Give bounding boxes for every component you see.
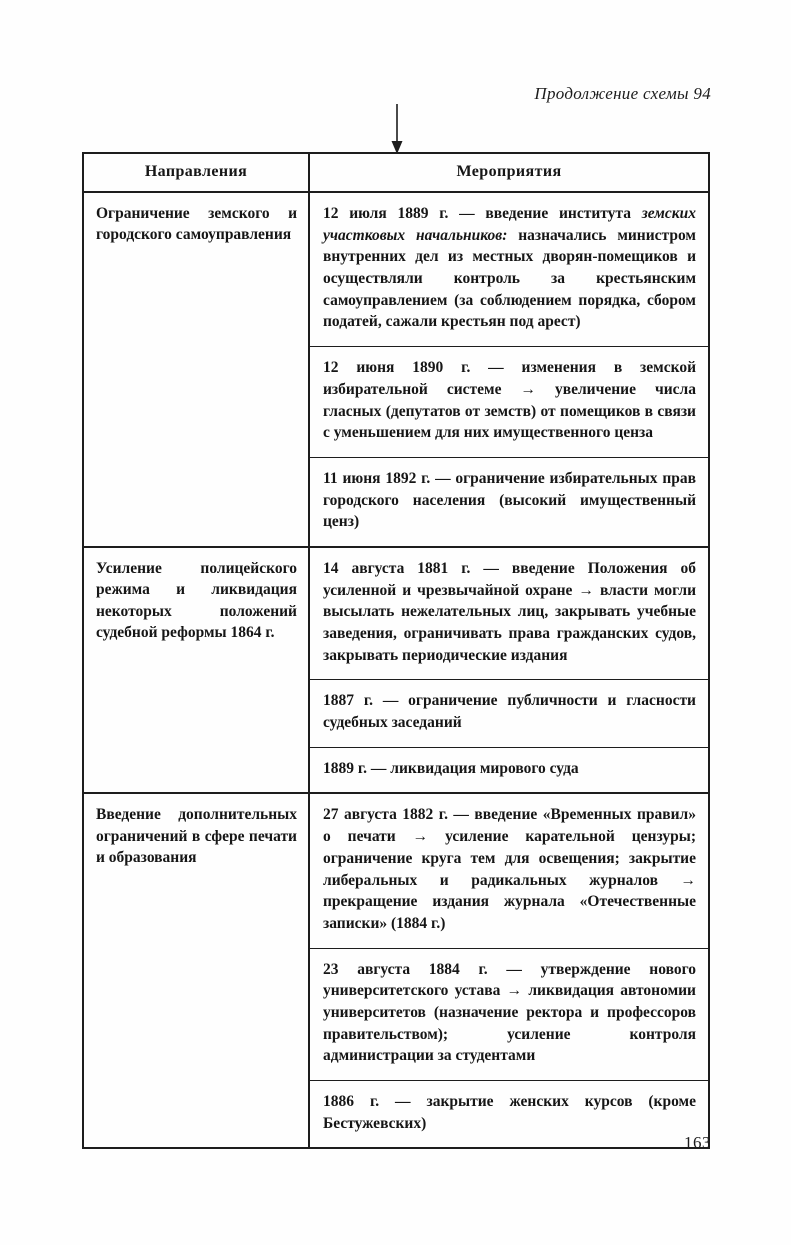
schema-table [82,152,710,1149]
table-group-row [84,548,708,795]
measure-cell: 1886 г. — закрытие женских курсов (кроме Бестужевских) [323,1093,696,1132]
table-body [84,193,708,1147]
measure-cell: 14 августа 1881 г. — введение Положения об усиленной и чрезвычайной охране → власти могли высылать нежелательных лиц, закрывать учебные заведения, ограничивать права гражданских судов, закрывать периодические издания [310,548,708,680]
column-header-measures: Мероприятия [456,163,562,180]
direction-cell: Усиление полицейского режима и ликвидация некоторых положений судебной реформы 1864 г. [84,548,310,793]
measure-cell: 1889 г. — ликвидация мирового суда [323,759,579,777]
measure-cell: 23 августа 1884 г. — утверждение нового университетского устава → ликвидация автономии университетов (назначение ректора и профессоров правительством); усиление контроля администрации за студентами [310,949,708,1081]
measure-cell: 12 июля 1889 г. — введение института земских участковых начальников: назначались министром внутренних дел из местных дворян-помещиков и осуществляли контроль за крестьянским самоуправлением (за соблюдением порядка, сбором податей, сажали крестьян под арест) [310,193,708,347]
down-arrow-icon [388,104,406,154]
measures-column [310,794,708,1147]
measure-cell: 12 июня 1890 г. — изменения в земской избирательной системе → увеличение числа гласных (депутатов от земств) от помещиков в связи с уменьшением для них имущественного ценза [310,347,708,458]
page-number: 163 [684,1133,711,1152]
measure-cell: 1887 г. — ограничение публичности и гласности судебных заседаний [310,680,708,747]
direction-cell: Введение дополнительных ограничений в сфере печати и образования [84,794,310,1147]
schema-continuation-note: Продолжение схемы 94 [534,84,711,103]
measures-column [310,193,708,546]
measure-cell: 11 июня 1892 г. — ограничение избирательных прав городского населения (высокий имущественный ценз) [323,469,696,531]
table-header-row [84,154,708,193]
measure-cell: 27 августа 1882 г. — введение «Временных правил» о печати → усиление карательной цензуры; ограничение круга тем для освещения; закрытие либеральных и радикальных журналов → прекращение издания журнала «Отечественные записки» (1884 г.) [310,794,708,948]
measures-column [310,548,708,793]
direction-cell: Ограничение земского и городского самоуправления [84,193,310,546]
table-group-row [84,193,708,548]
table-group-row [84,794,708,1147]
column-header-directions: Направления [84,154,310,191]
